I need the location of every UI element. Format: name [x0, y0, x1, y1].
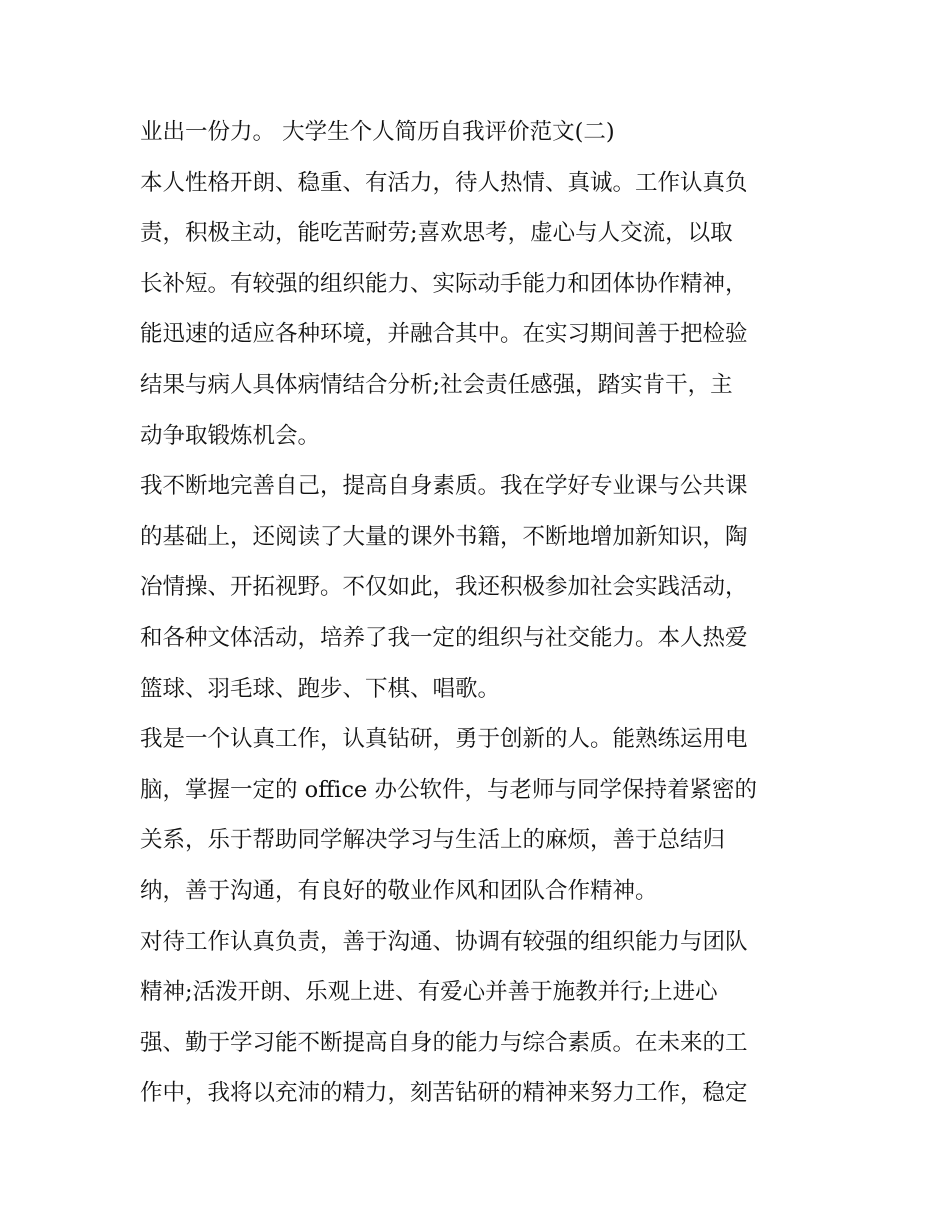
text-line: 业出一份力。 大学生个人简历自我评价范文(二) [140, 119, 615, 145]
text-line: 结果与病人具体病情结合分析;社会责任感强，踏实肯干，主 [140, 371, 733, 398]
text-line: 动争取锻炼机会。 [140, 422, 321, 449]
text-line: 冶情操、开拓视野。不仅如此，我还积极参加社会实践活动， [140, 574, 748, 601]
text-line: 的基础上，还阅读了大量的课外书籍，不断地增加新知识，陶 [140, 523, 748, 550]
text-line: 我是一个认真工作，认真钻研，勇于创新的人。能熟练运用电 [140, 726, 748, 753]
text-line: 本人性格开朗、稳重、有活力，待人热情、真诚。工作认真负 [140, 169, 748, 196]
text-line: 对待工作认真负责，善于沟通、协调有较强的组织能力与团队 [140, 928, 748, 955]
text-line: 篮球、羽毛球、跑步、下棋、唱歌。 [140, 675, 501, 702]
text-line: 责，积极主动，能吃苦耐劳;喜欢思考，虚心与人交流，以取 [140, 220, 733, 247]
text-line: 我不断地完善自己，提高自身素质。我在学好专业课与公共课 [140, 473, 748, 500]
text-line: 关系，乐于帮助同学解决学习与生活上的麻烦，善于总结归 [140, 827, 726, 854]
text-line: 长补短。有较强的组织能力、实际动手能力和团体协作精神， [140, 270, 748, 297]
text-line: 和各种文体活动，培养了我一定的组织与社交能力。本人热爱 [140, 624, 748, 651]
text-line: 作中，我将以充沛的精力，刻苦钻研的精神来努力工作，稳定 [140, 1080, 748, 1107]
text-line: 强、勤于学习能不断提高自身的能力与综合素质。在未来的工 [140, 1029, 748, 1056]
text-line: 能迅速的适应各种环境，并融合其中。在实习期间善于把检验 [140, 321, 748, 348]
text-line: 脑，掌握一定的 office 办公软件，与老师与同学保持着紧密的 [140, 776, 757, 803]
document-body [140, 107, 820, 1119]
text-line: 纳，善于沟通，有良好的敬业作风和团队合作精神。 [140, 877, 658, 904]
text-line: 精神;活泼开朗、乐观上进、有爱心并善于施教并行;上进心 [140, 979, 718, 1006]
